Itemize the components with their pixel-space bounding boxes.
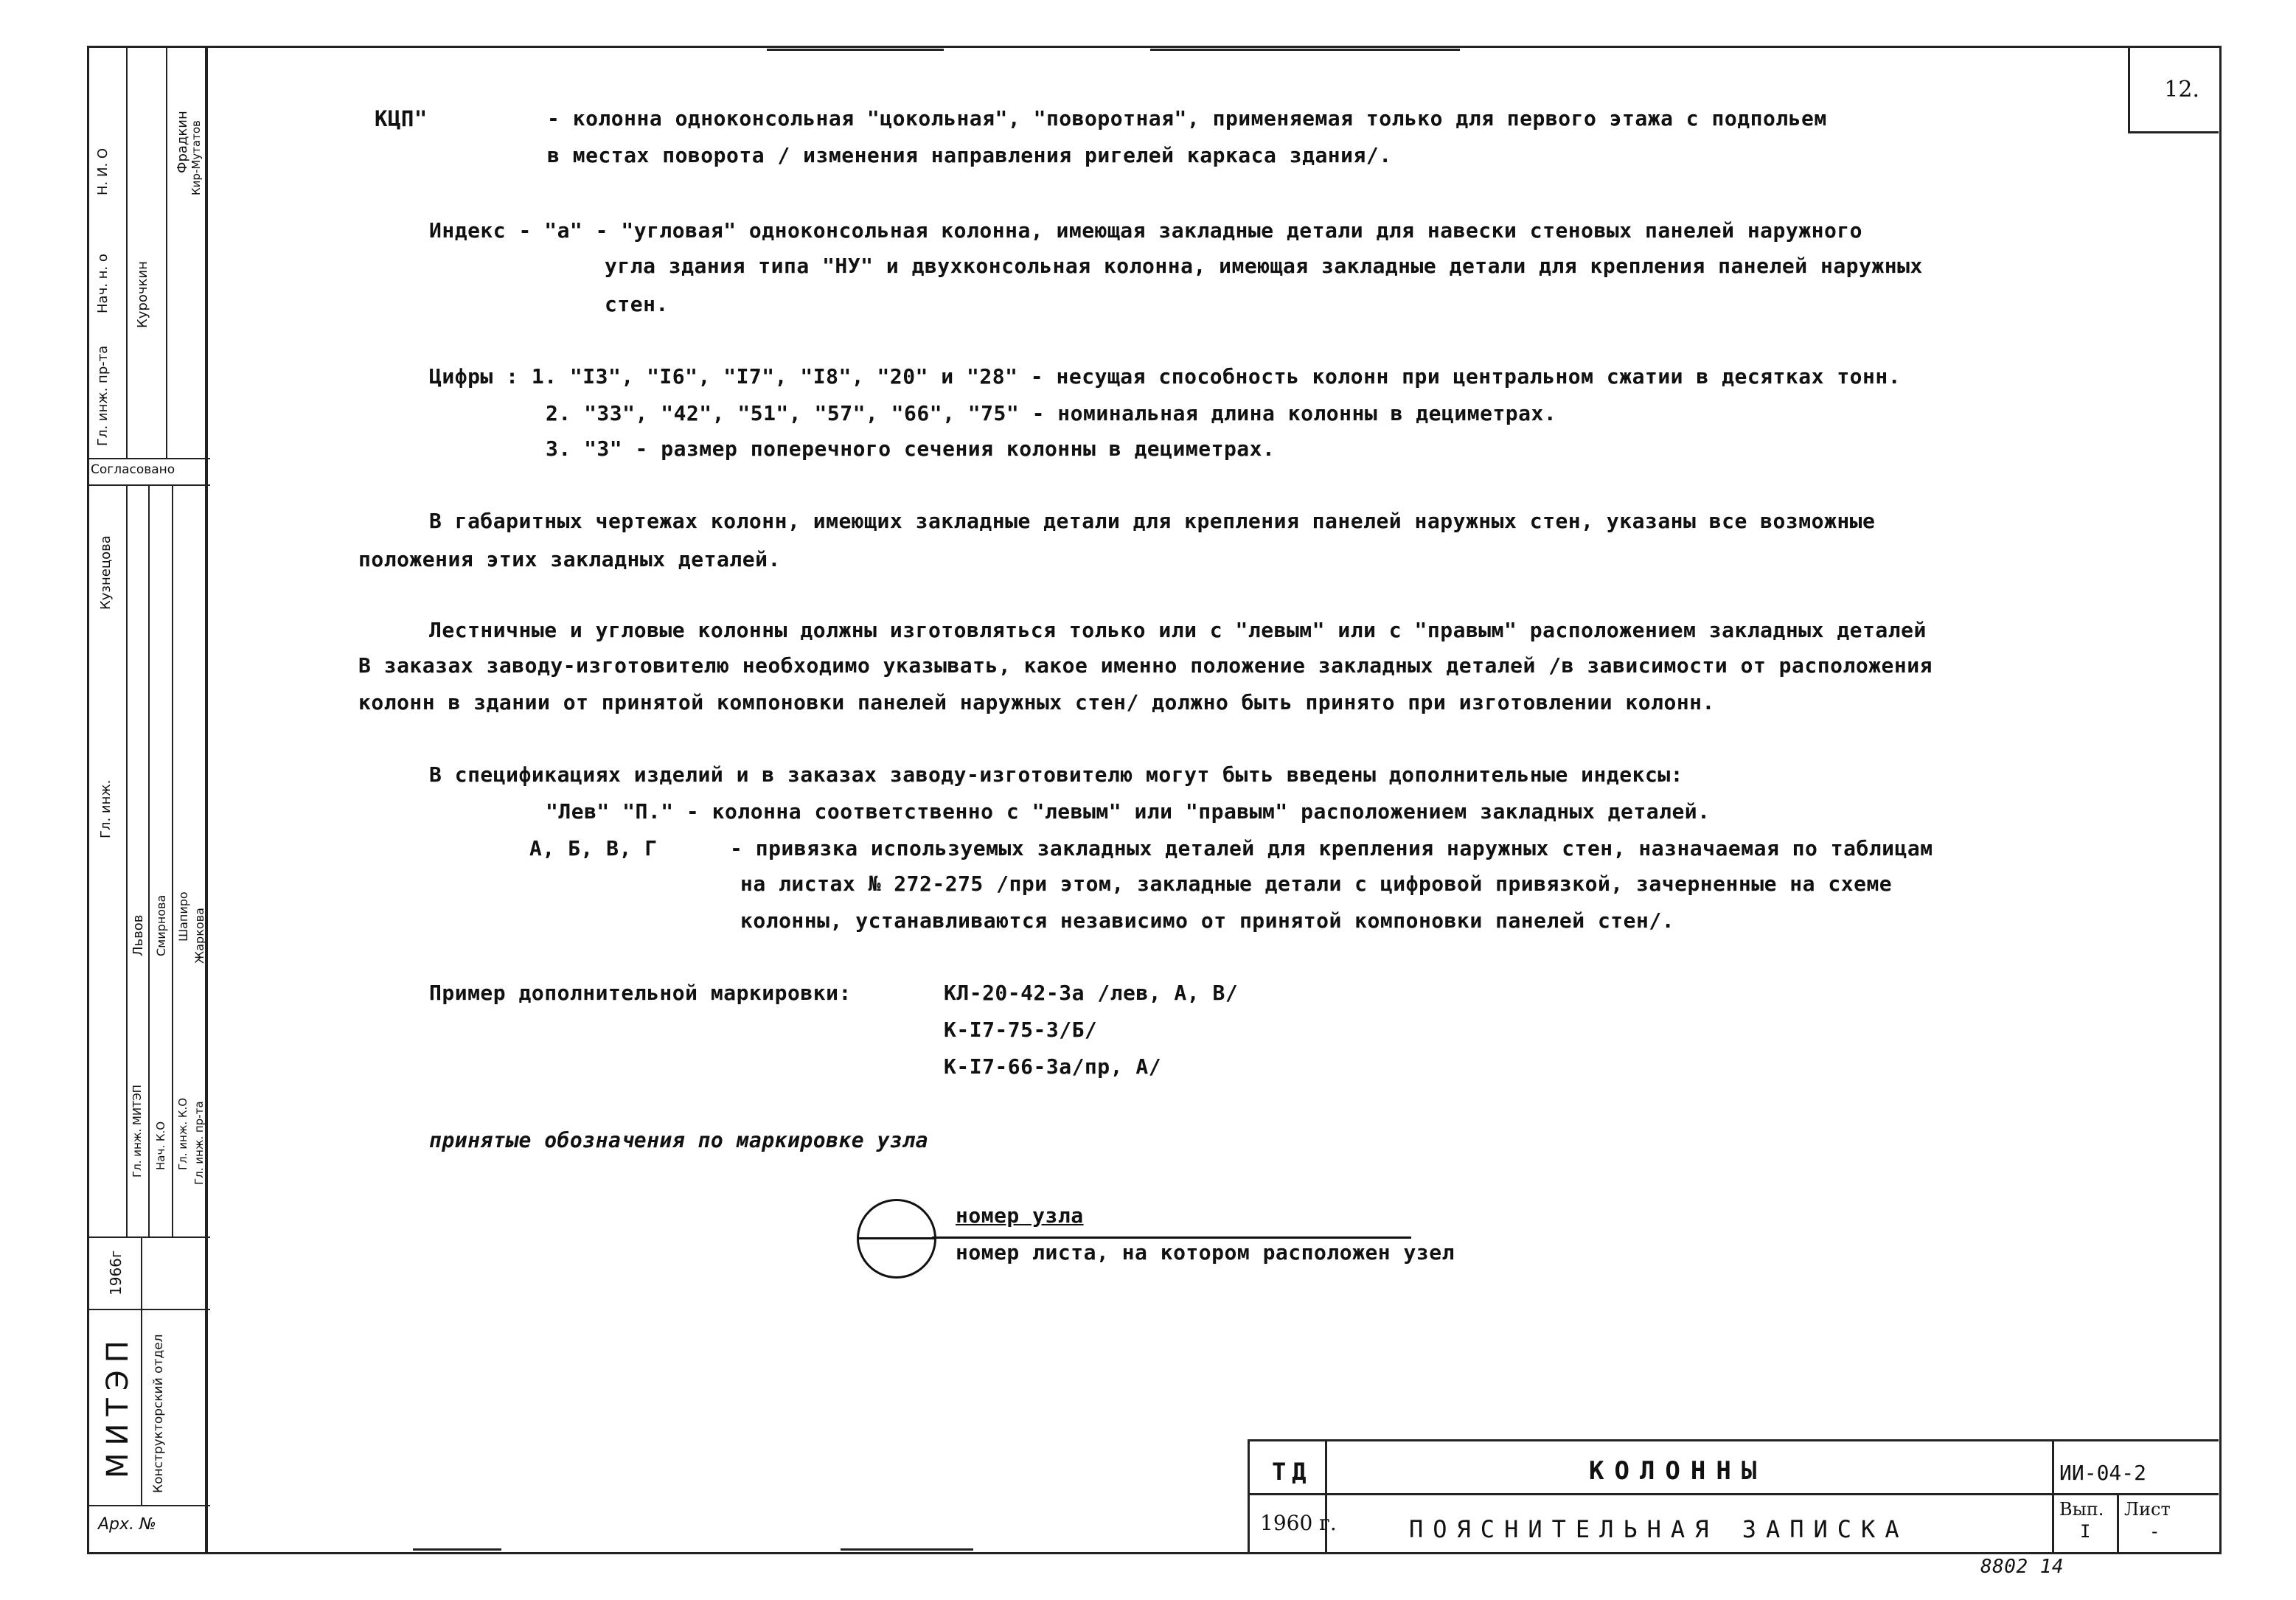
sidebar-mid-role-5: Гл. инж. пр-та <box>192 1101 206 1185</box>
org-name: МИТЭП <box>101 1333 135 1478</box>
gab-line-2: положения этих закладных деталей. <box>358 547 781 571</box>
title-block-subtitle: ПОЯСНИТЕЛЬНАЯ ЗАПИСКА <box>1409 1515 1909 1543</box>
example-label: Пример дополнительной маркировки: <box>429 981 852 1005</box>
stair-line-1: Лестничные и угловые колонны должны изготовляться только или с "левым" или с "правым" расположением закладных деталей <box>429 618 1927 642</box>
node-leader-line <box>932 1236 1411 1239</box>
example-3: К-I7-66-3а/пр, А/ <box>944 1054 1162 1079</box>
sidebar-mid-name-2: Львов <box>131 914 146 956</box>
sidebar-top-block <box>89 48 210 459</box>
title-block-title: КОЛОННЫ <box>1589 1456 1767 1486</box>
spec-abvg-line-1: - привязка используемых закладных деталей для крепления наружных стен, назначаемая по таблицам <box>730 836 1933 860</box>
example-1: КЛ-20-42-3а /лев, А, В/ <box>944 981 1239 1005</box>
sidebar-role-2: Нач. н. о <box>95 254 111 313</box>
stair-line-3: колонн в здании от принятой компоновки панелей наружных стен/ должно быть принято при изготовлении колонн. <box>358 690 1715 714</box>
node-sheet-label: номер листа, на котором расположен узел <box>956 1240 1455 1265</box>
sidebar-mid-block <box>89 484 210 1238</box>
sidebar-mid-name-4: Шапиро <box>176 891 190 942</box>
page-number: 12. <box>2164 77 2199 102</box>
spec-abvg: А, Б, В, Г <box>529 836 658 860</box>
digits-line-3: 3. "3" - размер поперечного сечения колонны в дециметрах. <box>546 436 1276 461</box>
sidebar-mid-role-3: Нач. К.О <box>154 1121 167 1170</box>
spec-abvg-line-3: колонны, устанавливаются независимо от принятой компоновки панелей стен/. <box>740 908 1675 933</box>
spec-lev: "Лев" "П." - колонна соответственно с "левым" или "правым" расположением закладных деталей. <box>546 799 1711 824</box>
bottom-note: 8802 14 <box>1980 1556 2064 1578</box>
sidebar-name-1: Курочкин <box>135 261 150 328</box>
archive-label: Арх. № <box>98 1515 156 1534</box>
index-line-3: стен. <box>605 292 669 316</box>
node-number-label: номер узла <box>956 1203 1084 1228</box>
title-block <box>1248 1439 2219 1552</box>
node-symbol-icon <box>857 1199 936 1279</box>
index-line-1: Индекс - "а" - "угловая" одноконсольная колонна, имеющая закладные детали для навески стеновых панелей наружного <box>429 218 1863 243</box>
sidebar-name-2: Фрадкин <box>175 111 190 173</box>
approved-label: Согласовано <box>91 462 175 477</box>
title-block-series: ИИ-04-2 <box>2059 1461 2147 1485</box>
title-block-list-value: - <box>2149 1521 2160 1542</box>
example-2: К-I7-75-3/Б/ <box>944 1018 1098 1042</box>
sidebar-mid-role-1: Гл. инж. <box>98 779 114 838</box>
sidebar-role-3: Н. И. О <box>95 147 111 195</box>
sidebar-mid-role-4: Гл. инж. К.О <box>176 1097 189 1170</box>
spec-line-1: В спецификациях изделий и в заказах заводу-изготовителю могут быть введены дополнительные индексы: <box>429 762 1684 787</box>
gab-line-1: В габаритных чертежах колонн, имеющих закладные детали для крепления панелей наружных стен, указаны все возможные <box>429 509 1876 533</box>
kcp-code: КЦП" <box>375 106 428 131</box>
sidebar-role-1: Гл. инж. пр-та <box>95 345 111 446</box>
top-dash <box>1150 49 1460 51</box>
digits-line-2: 2. "33", "42", "51", "57", "66", "75" - номинальная длина колонны в дециметрах. <box>546 401 1557 425</box>
index-line-2: угла здания типа "НУ" и двухконсольная колонна, имеющая закладные детали для крепления панелей наружных <box>605 254 1923 278</box>
bottom-dash <box>841 1548 973 1551</box>
sidebar-mid-role-2: Гл. инж. МИТЭП <box>131 1085 144 1178</box>
digits-line-1: Цифры : 1. "I3", "I6", "I7", "I8", "20" и "28" - несущая способность колонн при центральном сжатии в десятках тонн. <box>429 364 1902 389</box>
sidebar-org <box>89 1309 210 1506</box>
title-block-list-label: Лист <box>2124 1499 2171 1520</box>
top-dash <box>767 49 944 51</box>
dept-name: Конструкторский отдел <box>151 1334 166 1493</box>
title-block-code: ТД <box>1272 1458 1312 1486</box>
sidebar-approved <box>89 458 210 486</box>
kcp-line-1: - колонна одноконсольная "цокольная", "поворотная", применяемая только для первого этажа с подпольем <box>547 106 1827 131</box>
sidebar-mid-name-5: Жаркова <box>192 908 206 964</box>
title-block-vyp-label: Вып. <box>2059 1499 2104 1520</box>
sidebar-stamp <box>87 46 210 1554</box>
sidebar-date <box>89 1236 210 1310</box>
stair-line-2: В заказах заводу-изготовителю необходимо указывать, какое именно положение закладных деталей /в зависимости от расположения <box>358 653 1933 678</box>
legend-title: принятые обозначения по маркировке узла <box>429 1128 928 1152</box>
kcp-line-2: в местах поворота / изменения направления ригелей каркаса здания/. <box>547 143 1392 167</box>
sidebar-name-3: Кир-Мутатов <box>189 120 203 195</box>
bottom-dash <box>413 1548 501 1551</box>
title-block-year: 1960 г. <box>1260 1511 1337 1535</box>
sidebar-mid-name-3: Смирнова <box>154 894 168 956</box>
page-number-box <box>2128 46 2219 133</box>
title-block-vyp-value: I <box>2080 1521 2091 1542</box>
sidebar-mid-name-1: Кузнецова <box>98 535 114 610</box>
spec-abvg-line-2: на листах № 272-275 /при этом, закладные детали с цифровой привязкой, зачерненные на схеме <box>740 872 1893 896</box>
sidebar-date-text: 1966г <box>107 1250 125 1295</box>
